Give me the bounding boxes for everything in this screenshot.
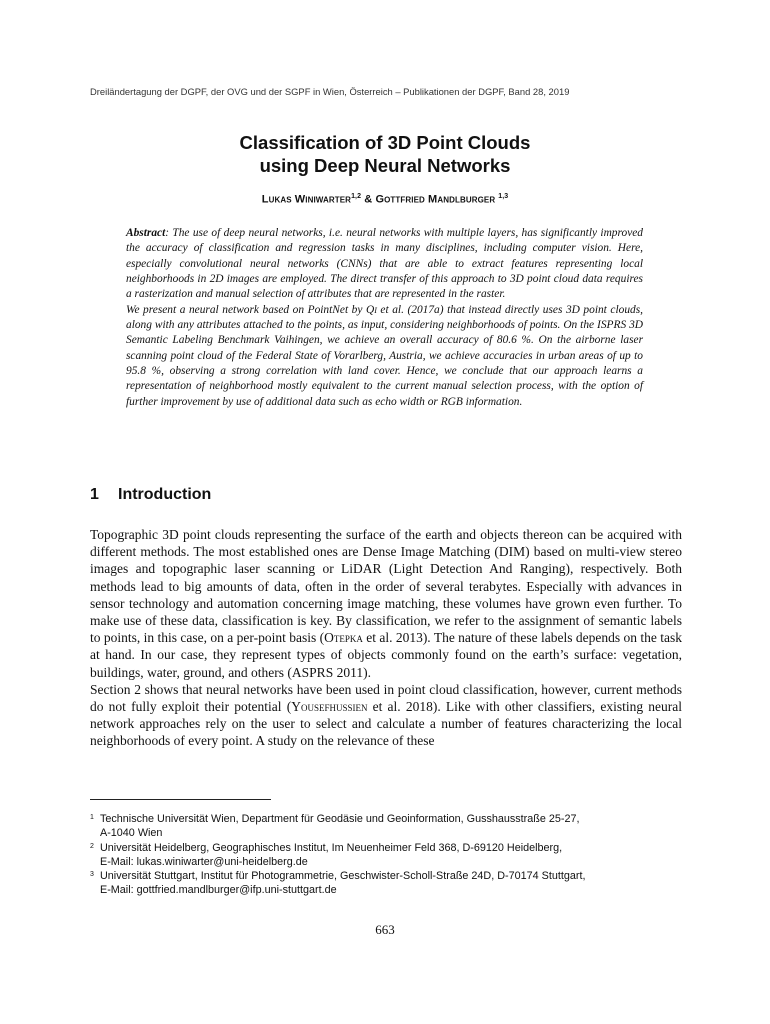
footnote-mark: 1 [90, 814, 94, 821]
footnote-line-1: Universität Stuttgart, Institut für Photogrammetrie, Geschwister-Scholl-Straße 24D, D-70174 Stuttgart, [100, 870, 586, 883]
footnote-email[interactable]: E-Mail: lukas.winiwarter@uni-heidelberg.de [100, 855, 308, 868]
abstract-citation: Qi [365, 303, 377, 316]
body-text-2b: et al. 2018). Like with other classifiers, existing neural network approaches rely on the user to select and calculate a number of features characterizing the local neighborhoods of every point. A study on the relevance of these [90, 699, 682, 749]
abstract-text-2b: et al. (2017a) that instead directly uses 3D point clouds, along with any attributes attached to the points, as input, considering neighborhoods of points. On the ISPRS 3D Semantic Labeling Benchmark Vaihingen, we achieve an overall accuracy of 80.6 %. On the airborne laser scanning point cloud of the Federal State of Vorarlberg, Austria, we achieve accuracies in urban areas of up to 95.8 %, observing a strong correlation with land cover. Hence, we conclude that our approach learns a representation of neighborhood mostly equivalent to the current manual selection process, with the option of further improvement by use of additional data such as echo width or RGB information. [126, 303, 643, 408]
footnote-text [100, 869, 690, 898]
body-text-1a: Topographic 3D point clouds representing the surface of the earth and objects thereon can be acquired with different methods. The most established ones are Dense Image Matching (DIM) based on multi-view stereo images and topographic laser scanning or LiDAR (Light Detection And Ranging), respectively. Both methods lead to big amounts of data, often in the order of several terabytes. Especially with advances in sensor technology and automation concerning image matching, these volumes have grown even further. To make use of these data, classification is key. By classification, we refer to the assignment of semantic labels to points, in this case, on a per-point basis ( [90, 527, 682, 646]
abstract [126, 226, 643, 410]
running-head: Dreiländertagung der DGPF, der OVG und der SGPF in Wien, Österreich – Publikationen der DGPF, Band 28, 2019 [90, 86, 570, 97]
footnote-line-1: Universität Heidelberg, Geographisches Institut, Im Neuenheimer Feld 368, D-69120 Heidelberg, [100, 841, 563, 854]
title-line-1: Classification of 3D Point Clouds [239, 132, 531, 153]
footnote [90, 841, 690, 870]
section-number: 1 [90, 486, 99, 503]
body-text-1b: et al. 2013). The nature of these labels depends on the task at hand. In our case, they represent types of objects commonly found on the earth’s surface: vegetation, buildings, water, ground, and others (ASPRS 2011). [90, 630, 682, 680]
footnote-text [100, 841, 690, 870]
abstract-text-2a: We present a neural network based on PointNet by [126, 303, 366, 316]
page-number: 663 [375, 922, 395, 937]
footnote-mark: 3 [90, 871, 94, 879]
author-2-name: Gottfried Mandlburger [375, 193, 496, 206]
section-heading [90, 486, 211, 504]
author-list [85, 193, 685, 206]
author-1-name: Lukas Winiwarter [261, 193, 352, 206]
section-title: Introduction [118, 486, 212, 503]
footnote-mark: 2 [90, 842, 94, 850]
body-citation-1: Otepka [324, 630, 363, 646]
author-separator: & [361, 193, 376, 206]
abstract-label: Abstract [126, 227, 166, 239]
body-paragraph-1 [90, 526, 682, 681]
footnote-line-2: A-1040 Wien [100, 827, 163, 840]
footnote-email[interactable]: E-Mail: gottfried.mandlburger@ifp.uni-stuttgart.de [100, 884, 337, 897]
author-1-affiliation: 1,2 [351, 193, 362, 200]
body-text-2a: Section 2 shows that neural networks have been used in point cloud classification, however, current methods do not fully exploit their potential ( [90, 681, 682, 715]
author-2-affiliation: 1,3 [498, 193, 509, 200]
footnote [90, 812, 690, 841]
abstract-paragraph-1 [126, 226, 643, 303]
footnote [90, 869, 690, 898]
footnote-text [100, 812, 690, 841]
footnote-divider [90, 799, 271, 800]
footnotes [90, 812, 690, 898]
body-text [90, 526, 682, 750]
title-line-2: using Deep Neural Networks [259, 155, 511, 176]
abstract-paragraph-2 [126, 303, 643, 410]
abstract-text-1: : The use of deep neural networks, i.e. neural networks with multiple layers, has significantly improved the accuracy of classification and regression tasks in many disciplines, including computer vision. Here, especially convolutional neural networks (CNNs) that are able to extract features representing local neighborhoods in 2D images are employed. The direct transfer of this approach to 3D point cloud data requires a rasterization and manual selection of attributes that are represented in the raster. [126, 227, 643, 301]
body-paragraph-2 [90, 681, 682, 750]
paper-title [85, 131, 685, 177]
footnote-line-1: Technische Universität Wien, Department für Geodäsie und Geoinformation, Gusshausstraße 25-27, [100, 813, 580, 825]
body-citation-2: Yousefhussien [291, 699, 368, 715]
